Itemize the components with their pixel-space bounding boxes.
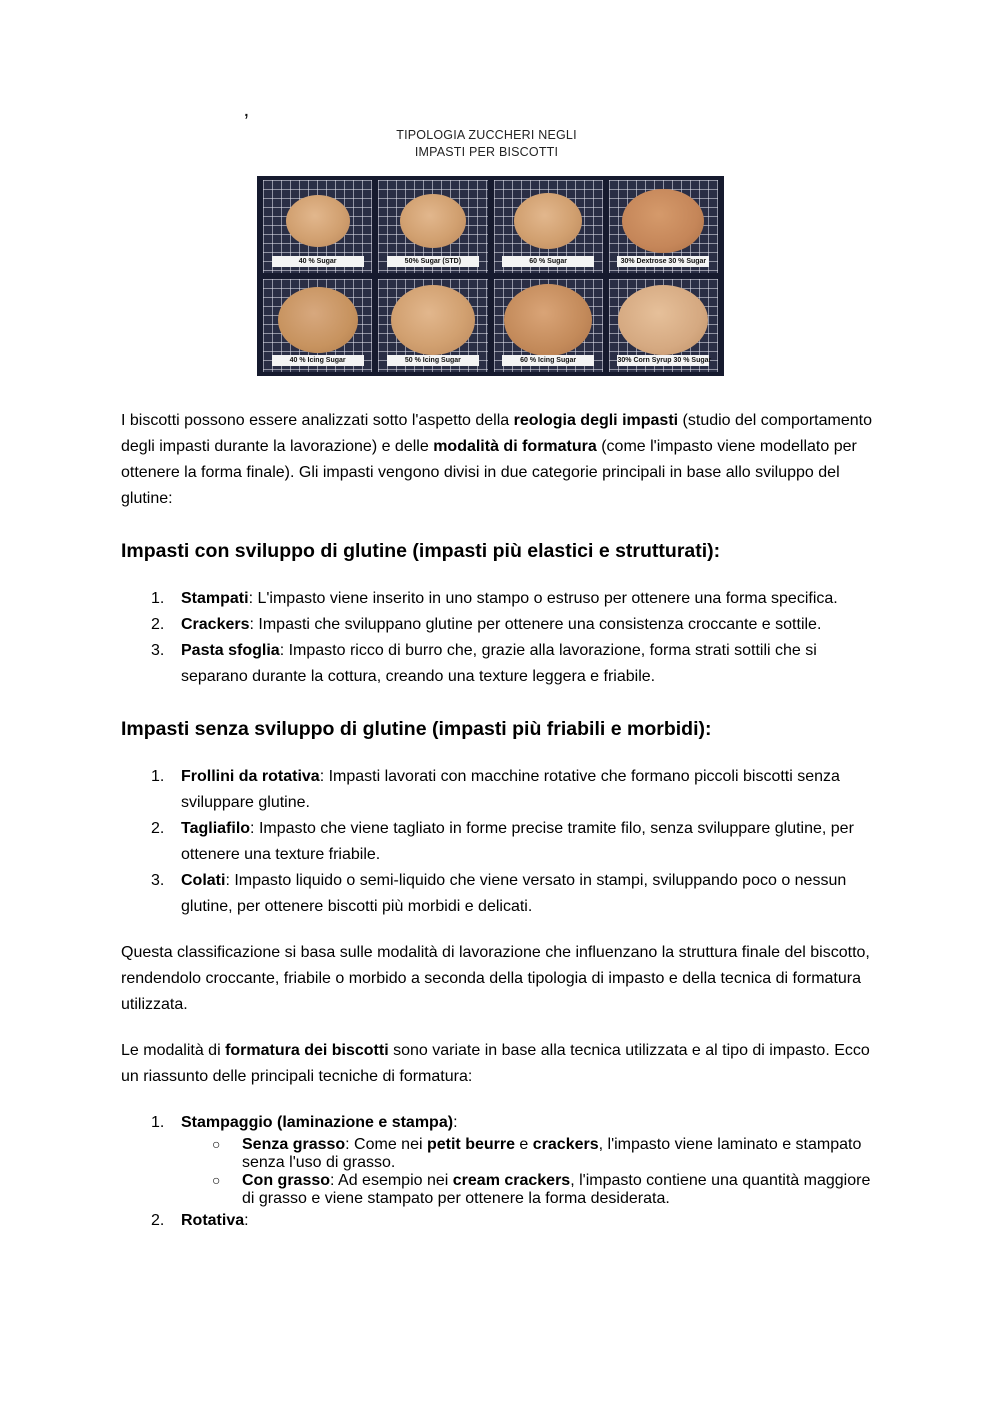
biscuit-image <box>400 194 466 248</box>
classification-paragraph: Questa classificazione si basa sulle modalità di lavorazione che influenzano la struttura finale del biscotto, rendendolo croccante, friabile o morbido a seconda della tipologia di impasto e della tecnica di formatura utilizzata. <box>121 944 870 1013</box>
list-term: Tagliafilo <box>181 820 251 837</box>
gluten-list <box>121 586 881 690</box>
section-heading: Impasti senza sviluppo di glutine (impasti più friabili e morbidi): <box>121 718 712 740</box>
list-number: 2. <box>151 1212 165 1229</box>
list-term: Stampaggio (laminazione e stampa) <box>181 1114 454 1131</box>
biscuit-image <box>286 195 350 247</box>
figure-title-line1: TIPOLOGIA ZUCCHERI NEGLI <box>396 128 577 142</box>
techniques-list <box>121 1110 881 1136</box>
sublist-item <box>121 1172 881 1208</box>
techniques-list-cont <box>121 1208 881 1234</box>
sub-text: e <box>514 1136 533 1153</box>
biscuit-image <box>622 189 704 253</box>
biscuit-image <box>278 287 358 353</box>
formatura-paragraph-block <box>121 1038 881 1090</box>
para-text: sono variate in base alla tecnica utilizzata e al tipo di impasto. Ecco un riassunto delle principali tecniche di formatura: <box>121 1042 870 1085</box>
stampaggio-sublist <box>121 1136 881 1208</box>
section-gluten <box>121 538 881 564</box>
intro-text: I biscotti possono essere analizzati sotto l'aspetto della <box>121 412 514 429</box>
section-no-gluten-list-block <box>121 764 881 920</box>
list-item <box>121 612 881 638</box>
list-text: : Impasto liquido o semi-liquido che viene versato in stampi, sviluppando poco o nessun glutine, per ottenere biscotti più morbidi e delicati. <box>181 872 847 915</box>
intro-paragraph-block <box>121 408 881 512</box>
list-text: : Impasti che sviluppano glutine per ottenere una consistenza croccante e sottile. <box>249 616 822 633</box>
list-item <box>121 638 881 690</box>
biscuit-cell <box>378 279 487 372</box>
classification-paragraph-block <box>121 940 881 1018</box>
list-text: : Impasto ricco di burro che, grazie alla lavorazione, forma strati sottili che si separano durante la cottura, creando una texture leggera e friabile. <box>181 642 817 685</box>
para-bold-term: formatura dei biscotti <box>225 1042 389 1059</box>
biscuit-photo-grid <box>257 176 724 376</box>
list-item <box>121 764 881 816</box>
list-text: : <box>453 1114 458 1131</box>
sub-text: : Ad esempio nei <box>330 1172 453 1189</box>
intro-text: (studio del comportamento degli impasti durante la lavorazione) e delle <box>121 412 872 455</box>
biscuit-image <box>391 285 475 355</box>
biscuit-image <box>504 284 592 356</box>
sub-text: , l'impasto contiene una quantità maggiore di grasso e viene stampato per ottenere la forma desiderata. <box>242 1172 871 1207</box>
sub-bold: petit beurre <box>426 1136 515 1153</box>
biscuit-label: 60 % Sugar <box>502 256 594 267</box>
techniques-list-block <box>121 1110 881 1234</box>
biscuit-label: 40 % Sugar <box>272 256 364 267</box>
list-item <box>121 1110 881 1136</box>
figure-mark: ʼ <box>244 110 249 135</box>
list-term: Rotativa <box>181 1212 245 1229</box>
list-item <box>121 586 881 612</box>
sub-term: Con grasso <box>242 1172 331 1189</box>
list-text: : L'impasto viene inserito in uno stampo o estruso per ottenere una forma specifica. <box>248 590 838 607</box>
list-item <box>121 816 881 868</box>
figure-title-line2: IMPASTI PER BISCOTTI <box>414 145 559 159</box>
biscuit-label: 50 % Icing Sugar <box>387 355 479 366</box>
list-number: 3. <box>151 872 165 889</box>
list-number: 1. <box>151 590 165 607</box>
list-term: Crackers <box>181 616 250 633</box>
list-number: 1. <box>151 1114 165 1131</box>
list-item <box>121 1208 881 1234</box>
biscuit-label: 30% Dextrose 30 % Sugar <box>617 256 709 267</box>
biscuit-image <box>514 193 582 249</box>
biscuit-cell <box>263 180 372 273</box>
list-term: Pasta sfoglia <box>181 642 280 659</box>
list-term: Frollini da rotativa <box>181 768 320 785</box>
section-no-gluten <box>121 716 881 742</box>
sub-text: : Come nei <box>345 1136 427 1153</box>
biscuit-image <box>618 285 708 355</box>
sub-term: Senza grasso <box>242 1136 346 1153</box>
list-term: Stampati <box>181 590 249 607</box>
list-item <box>121 868 881 920</box>
sugar-types-figure <box>244 112 729 378</box>
sub-text: , l'impasto viene laminato e stampato senza l'uso di grasso. <box>242 1136 862 1171</box>
biscuit-cell <box>263 279 372 372</box>
section-gluten-list-block <box>121 586 881 690</box>
biscuit-cell <box>609 279 718 372</box>
list-text: : Impasti lavorati con macchine rotative che formano piccoli biscotti senza sviluppare glutine. <box>181 768 840 811</box>
biscuit-cell <box>494 279 603 372</box>
intro-paragraph <box>121 408 881 512</box>
circle-bullet-icon: ○ <box>212 1136 221 1152</box>
biscuit-label: 40 % Icing Sugar <box>272 355 364 366</box>
list-text: : Impasto che viene tagliato in forme precise tramite filo, senza sviluppare glutine, per ottenere una texture friabile. <box>181 820 854 863</box>
list-number: 2. <box>151 616 165 633</box>
sub-bold: crackers <box>532 1136 599 1153</box>
circle-bullet-icon: ○ <box>212 1172 221 1188</box>
para-text: Le modalità di <box>121 1042 226 1059</box>
formatura-paragraph <box>121 1038 881 1090</box>
biscuit-label: 50% Sugar (STD) <box>387 256 479 267</box>
biscuit-cell <box>378 180 487 273</box>
sublist-item <box>121 1136 881 1172</box>
section-heading: Impasti con sviluppo di glutine (impasti più elastici e strutturati): <box>121 540 721 562</box>
biscuit-label: 30% Corn Syrup 30 % Sugar <box>617 357 712 364</box>
list-term: Colati <box>181 872 226 889</box>
biscuit-label: 60 % Icing Sugar <box>502 355 594 366</box>
list-number: 2. <box>151 820 165 837</box>
list-number: 1. <box>151 768 165 785</box>
intro-bold-term: reologia degli impasti <box>513 412 679 429</box>
intro-text: (come l'impasto viene modellato per ottenere la forma finale). Gli impasti vengono divisi in due categorie principali in base allo sviluppo del glutine: <box>121 438 857 507</box>
biscuit-cell <box>494 180 603 273</box>
list-number: 3. <box>151 642 165 659</box>
biscuit-cell <box>609 180 718 273</box>
list-text: : <box>244 1212 249 1229</box>
no-gluten-list <box>121 764 881 920</box>
sub-bold: cream crackers <box>452 1172 571 1189</box>
intro-bold-term: modalità di formatura <box>433 438 597 455</box>
